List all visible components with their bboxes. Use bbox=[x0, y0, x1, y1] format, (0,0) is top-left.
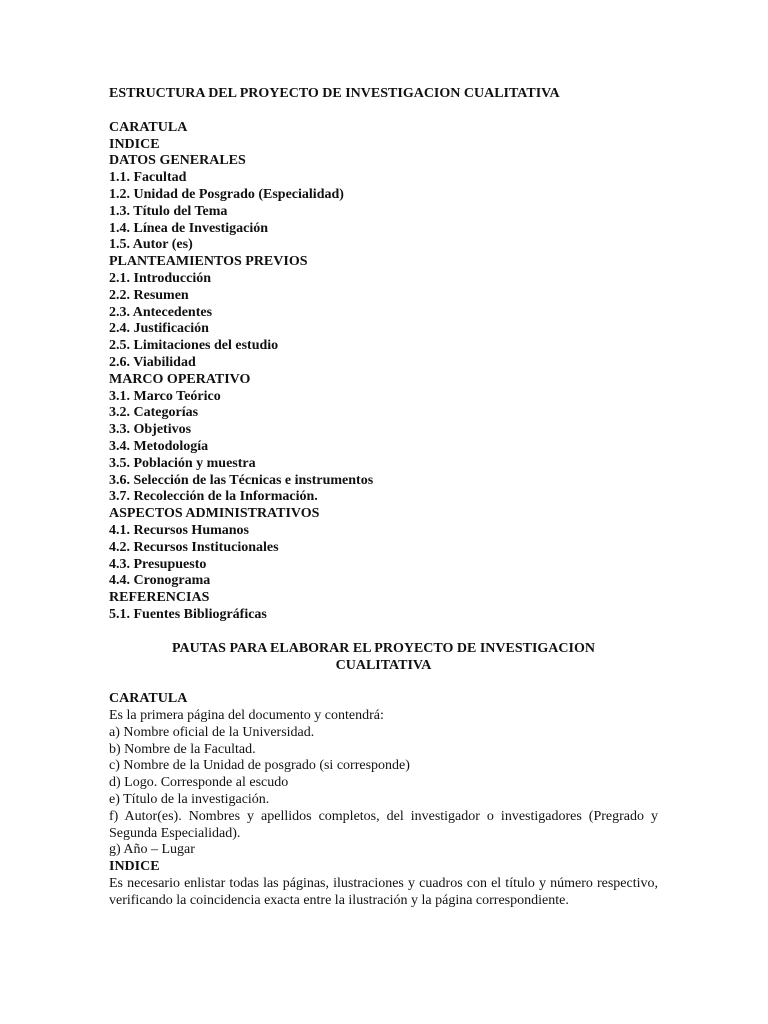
outline-item: 2.6. Viabilidad bbox=[109, 354, 196, 370]
outline-item: 3.6. Selección de las Técnicas e instrumentos bbox=[109, 472, 374, 488]
structure-outline bbox=[109, 120, 658, 624]
outline-item: 4.3. Presupuesto bbox=[109, 556, 207, 572]
indice-paragraph: Es necesario enlistar todas las páginas, ilustraciones y cuadros con el título y número respectivo, verificando la coincidencia exacta entre la ilustración y la página correspondiente. bbox=[109, 876, 658, 908]
indice-heading: INDICE bbox=[109, 859, 160, 875]
caratula-item: c) Nombre de la Unidad de posgrado (si corresponde) bbox=[109, 758, 410, 774]
caratula-heading: CARATULA bbox=[109, 691, 188, 707]
guidelines-title-line1: PAUTAS PARA ELABORAR EL PROYECTO DE INVESTIGACION bbox=[172, 640, 595, 656]
outline-item: 2.2. Resumen bbox=[109, 287, 189, 303]
outline-item: 3.3. Objetivos bbox=[109, 422, 192, 438]
outline-item: 4.4. Cronograma bbox=[109, 573, 211, 589]
caratula-item: d) Logo. Corresponde al escudo bbox=[109, 775, 289, 791]
outline-item: 3.5. Población y muestra bbox=[109, 455, 256, 471]
outline-item: DATOS GENERALES bbox=[109, 153, 246, 169]
outline-item: INDICE bbox=[109, 136, 160, 152]
outline-item: 2.4. Justificación bbox=[109, 321, 209, 337]
document-title: ESTRUCTURA DEL PROYECTO DE INVESTIGACION CUALITATIVA bbox=[109, 86, 560, 101]
outline-item: 1.5. Autor (es) bbox=[109, 237, 193, 253]
outline-item: 2.5. Limitaciones del estudio bbox=[109, 338, 279, 354]
guidelines-title bbox=[109, 641, 658, 675]
outline-item: CARATULA bbox=[109, 119, 188, 135]
outline-item: 3.7. Recolección de la Información. bbox=[109, 489, 318, 505]
outline-item: 3.4. Metodología bbox=[109, 438, 209, 454]
caratula-item: e) Título de la investigación. bbox=[109, 792, 270, 808]
outline-item: 3.1. Marco Teórico bbox=[109, 388, 221, 404]
outline-item: 1.2. Unidad de Posgrado (Especialidad) bbox=[109, 186, 344, 202]
outline-item: 2.1. Introducción bbox=[109, 270, 212, 286]
outline-item: ASPECTOS ADMINISTRATIVOS bbox=[109, 506, 320, 522]
outline-item: 1.1. Facultad bbox=[109, 170, 187, 186]
caratula-item: g) Año – Lugar bbox=[109, 842, 195, 858]
outline-item: MARCO OPERATIVO bbox=[109, 371, 251, 387]
caratula-intro: Es la primera página del documento y contendrá: bbox=[109, 708, 384, 724]
document-page bbox=[109, 86, 658, 910]
caratula-item: b) Nombre de la Facultad. bbox=[109, 741, 256, 757]
outline-item: REFERENCIAS bbox=[109, 590, 210, 606]
outline-item: PLANTEAMIENTOS PREVIOS bbox=[109, 254, 308, 270]
outline-item: 2.3. Antecedentes bbox=[109, 304, 213, 320]
outline-item: 4.2. Recursos Institucionales bbox=[109, 539, 279, 555]
outline-item: 1.3. Título del Tema bbox=[109, 203, 228, 219]
outline-item: 3.2. Categorías bbox=[109, 405, 199, 421]
caratula-item: a) Nombre oficial de la Universidad. bbox=[109, 724, 315, 740]
outline-item: 1.4. Línea de Investigación bbox=[109, 220, 269, 236]
outline-item: 5.1. Fuentes Bibliográficas bbox=[109, 606, 267, 622]
caratula-item: f) Autor(es). Nombres y apellidos completos, del investigador o investigadores (Pregrado y Segunda Especialidad). bbox=[109, 808, 658, 841]
guidelines-title-line2: CUALITATIVA bbox=[335, 657, 432, 673]
outline-item: 4.1. Recursos Humanos bbox=[109, 522, 250, 538]
